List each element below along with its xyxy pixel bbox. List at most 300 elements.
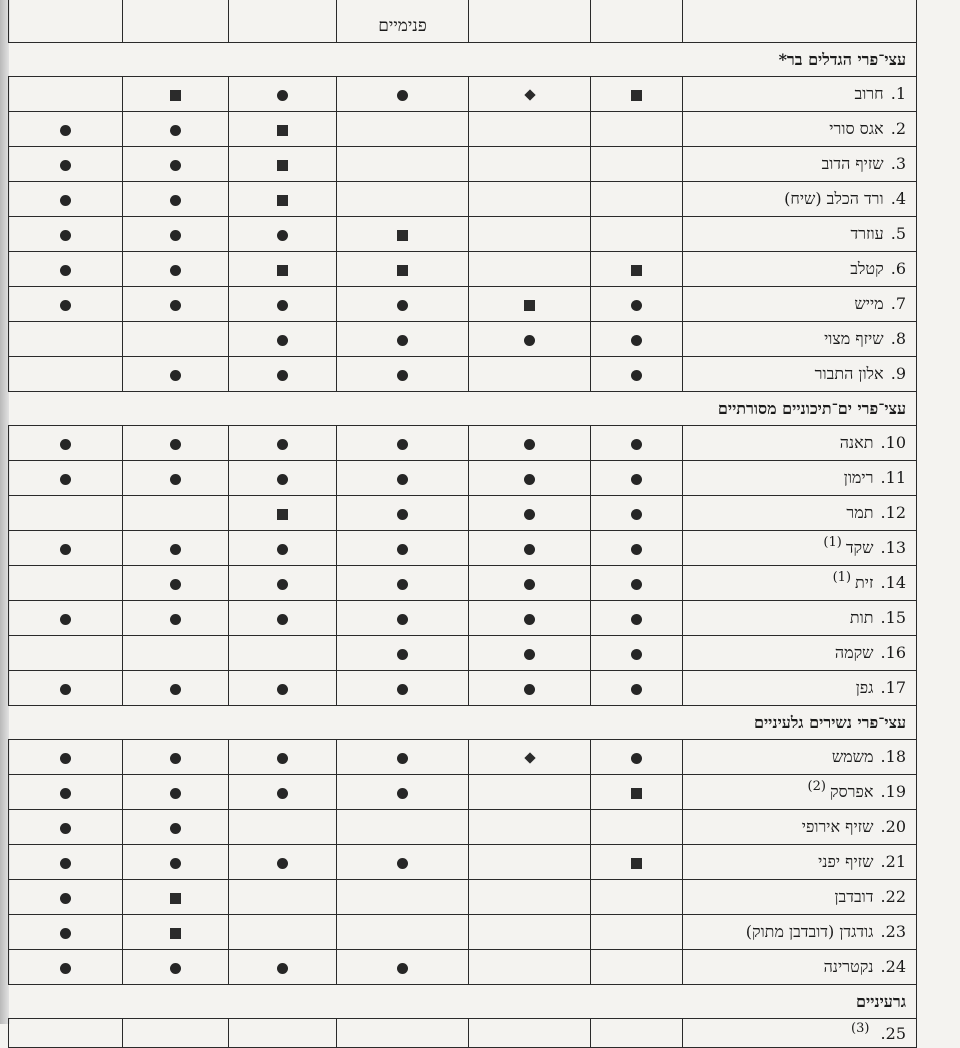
mark-cell <box>469 531 591 566</box>
dot-icon <box>170 579 181 590</box>
fruit-name: עוזרד <box>850 224 884 243</box>
table-row <box>9 671 917 706</box>
footnote-ref: (2) <box>807 779 826 794</box>
square-icon <box>631 858 642 869</box>
dot-icon <box>631 753 642 764</box>
mark-cell <box>591 357 683 392</box>
table-row <box>9 147 917 182</box>
mark-cell <box>337 810 469 845</box>
table-row <box>9 601 917 636</box>
dot-icon <box>277 230 288 241</box>
row-number: 3. <box>890 154 906 173</box>
mark-cell <box>337 77 469 112</box>
fruit-name-cell <box>683 775 917 810</box>
mark-cell <box>591 1019 683 1048</box>
mark-cell <box>591 601 683 636</box>
section-title: גרעיניים <box>9 985 917 1019</box>
dot-icon <box>524 439 535 450</box>
mark-cell <box>337 740 469 775</box>
fruit-name-cell <box>683 496 917 531</box>
square-icon <box>277 265 288 276</box>
fruit-name: שקד <box>845 538 874 557</box>
mark-cell <box>229 810 337 845</box>
mark-cell <box>9 357 123 392</box>
header-cell <box>683 0 917 43</box>
dot-icon <box>524 579 535 590</box>
mark-cell <box>337 845 469 880</box>
row-number: 24. <box>880 957 906 976</box>
row-number: 20. <box>880 817 906 836</box>
fruit-name-cell <box>683 112 917 147</box>
mark-cell <box>123 880 229 915</box>
dot-icon <box>524 544 535 555</box>
mark-cell <box>229 217 337 252</box>
row-number: 17. <box>880 678 906 697</box>
row-number: 18. <box>880 747 906 766</box>
table-row <box>9 496 917 531</box>
fruit-name-cell <box>683 1019 917 1048</box>
table-row <box>9 566 917 601</box>
mark-cell <box>229 461 337 496</box>
row-number: 12. <box>880 503 906 522</box>
mark-cell <box>9 915 123 950</box>
square-icon <box>170 928 181 939</box>
mark-cell <box>9 880 123 915</box>
row-number: 25. <box>880 1023 906 1043</box>
mark-cell <box>337 601 469 636</box>
section-row <box>9 392 917 426</box>
fruit-name: קטלב <box>850 259 884 278</box>
dot-icon <box>60 788 71 799</box>
square-icon <box>631 90 642 101</box>
mark-cell <box>9 636 123 671</box>
table-row <box>9 775 917 810</box>
square-icon <box>397 265 408 276</box>
table-row <box>9 357 917 392</box>
dot-icon <box>631 544 642 555</box>
mark-cell <box>337 357 469 392</box>
mark-cell <box>469 740 591 775</box>
mark-cell <box>469 217 591 252</box>
dot-icon <box>60 614 71 625</box>
mark-cell <box>123 182 229 217</box>
fruit-name-cell <box>683 147 917 182</box>
dot-icon <box>277 439 288 450</box>
mark-cell <box>591 147 683 182</box>
fruit-name-cell <box>683 77 917 112</box>
fruit-name-cell <box>683 461 917 496</box>
mark-cell <box>469 671 591 706</box>
mark-cell <box>337 182 469 217</box>
fruit-name-cell <box>683 950 917 985</box>
dot-icon <box>631 684 642 695</box>
fruit-name-cell <box>683 566 917 601</box>
mark-cell <box>337 217 469 252</box>
dot-icon <box>60 300 71 311</box>
mark-cell <box>469 77 591 112</box>
mark-cell <box>591 252 683 287</box>
dot-icon <box>170 265 181 276</box>
mark-cell <box>9 950 123 985</box>
mark-cell <box>591 950 683 985</box>
dot-icon <box>170 160 181 171</box>
dot-icon <box>60 230 71 241</box>
table-row <box>9 845 917 880</box>
mark-cell <box>591 915 683 950</box>
mark-cell <box>9 566 123 601</box>
mark-cell <box>9 112 123 147</box>
square-icon <box>170 893 181 904</box>
fruit-name: משמש <box>831 747 874 766</box>
fruit-name: תאנה <box>839 433 874 452</box>
mark-cell <box>469 496 591 531</box>
mark-cell <box>337 322 469 357</box>
fruit-name-cell <box>683 601 917 636</box>
mark-cell <box>591 182 683 217</box>
mark-cell <box>337 566 469 601</box>
dot-icon <box>60 928 71 939</box>
dot-icon <box>397 684 408 695</box>
fruit-name-cell <box>683 845 917 880</box>
row-number: 6. <box>890 259 906 278</box>
mark-cell <box>591 112 683 147</box>
header-cell <box>229 0 337 43</box>
mark-cell <box>229 182 337 217</box>
mark-cell <box>337 950 469 985</box>
mark-cell <box>229 531 337 566</box>
mark-cell <box>9 845 123 880</box>
mark-cell <box>591 845 683 880</box>
fruit-name: שזיף אירופי <box>801 817 874 836</box>
dot-icon <box>170 195 181 206</box>
table-row <box>9 636 917 671</box>
dot-icon <box>397 439 408 450</box>
diamond-icon <box>524 89 535 100</box>
mark-cell <box>123 566 229 601</box>
row-number: 22. <box>880 887 906 906</box>
mark-cell <box>123 217 229 252</box>
square-icon <box>631 788 642 799</box>
dot-icon <box>277 544 288 555</box>
fruit-name: תמר <box>846 503 874 522</box>
fruit-name: דובדבן <box>834 887 874 906</box>
mark-cell <box>123 845 229 880</box>
fruit-name: שיזף מצוי <box>824 329 884 348</box>
fruit-name: ורד הכלב (שיח) <box>784 189 884 208</box>
section-row <box>9 43 917 77</box>
square-icon <box>524 300 535 311</box>
table-row <box>9 426 917 461</box>
section-title: עצי־פרי נשירים גלעיניים <box>9 706 917 740</box>
mark-cell <box>123 112 229 147</box>
mark-cell <box>469 147 591 182</box>
dot-icon <box>170 125 181 136</box>
mark-cell <box>337 496 469 531</box>
mark-cell <box>469 112 591 147</box>
mark-cell <box>123 496 229 531</box>
mark-cell <box>337 112 469 147</box>
dot-icon <box>60 195 71 206</box>
mark-cell <box>229 880 337 915</box>
mark-cell <box>229 77 337 112</box>
table-row <box>9 287 917 322</box>
mark-cell <box>229 322 337 357</box>
mark-cell <box>123 810 229 845</box>
mark-cell <box>337 636 469 671</box>
mark-cell <box>229 636 337 671</box>
mark-cell <box>337 287 469 322</box>
mark-cell <box>123 775 229 810</box>
footnote-ref: (1) <box>832 570 852 585</box>
row-number: 15. <box>880 608 906 627</box>
mark-cell <box>469 810 591 845</box>
mark-cell <box>337 1019 469 1048</box>
dot-icon <box>277 335 288 346</box>
mark-cell <box>123 357 229 392</box>
fruit-name-cell <box>683 740 917 775</box>
dot-icon <box>397 335 408 346</box>
mark-cell <box>123 950 229 985</box>
table-row <box>9 810 917 845</box>
fruit-name: זית <box>855 573 874 592</box>
mark-cell <box>229 112 337 147</box>
mark-cell <box>337 252 469 287</box>
mark-cell <box>9 287 123 322</box>
dot-icon <box>524 649 535 660</box>
dot-icon <box>277 753 288 764</box>
mark-cell <box>469 775 591 810</box>
mark-cell <box>337 915 469 950</box>
dot-icon <box>60 823 71 834</box>
mark-cell <box>469 636 591 671</box>
fruit-name-cell <box>683 287 917 322</box>
dot-icon <box>397 963 408 974</box>
mark-cell <box>123 915 229 950</box>
dot-icon <box>277 684 288 695</box>
dot-icon <box>170 858 181 869</box>
mark-cell <box>9 775 123 810</box>
dot-icon <box>631 649 642 660</box>
mark-cell <box>9 496 123 531</box>
dot-icon <box>631 614 642 625</box>
row-number: 4. <box>890 189 906 208</box>
dot-icon <box>397 474 408 485</box>
row-number: 21. <box>880 852 906 871</box>
mark-cell <box>337 531 469 566</box>
row-number: 10. <box>880 433 906 452</box>
dot-icon <box>524 474 535 485</box>
mark-cell <box>591 531 683 566</box>
row-number: 2. <box>890 119 906 138</box>
mark-cell <box>591 810 683 845</box>
dot-icon <box>170 614 181 625</box>
dot-icon <box>60 474 71 485</box>
mark-cell <box>9 77 123 112</box>
mark-cell <box>229 740 337 775</box>
fruit-name: תות <box>849 608 874 627</box>
dot-icon <box>60 858 71 869</box>
dot-icon <box>277 858 288 869</box>
fruit-name: חרוב <box>854 84 884 103</box>
mark-cell <box>591 287 683 322</box>
dot-icon <box>60 439 71 450</box>
mark-cell <box>123 77 229 112</box>
mark-cell <box>469 915 591 950</box>
mark-cell <box>337 461 469 496</box>
dot-icon <box>170 684 181 695</box>
mark-cell <box>591 880 683 915</box>
fruit-name: אגס סורי <box>829 119 884 138</box>
mark-cell <box>229 357 337 392</box>
dot-icon <box>631 474 642 485</box>
dot-icon <box>170 788 181 799</box>
mark-cell <box>469 461 591 496</box>
row-number: 7. <box>890 294 906 313</box>
dot-icon <box>170 439 181 450</box>
mark-cell <box>337 880 469 915</box>
table-row <box>9 322 917 357</box>
fruit-name-cell <box>683 671 917 706</box>
fruit-name: רימון <box>843 468 874 487</box>
dot-icon <box>631 370 642 381</box>
mark-cell <box>229 1019 337 1048</box>
dot-icon <box>170 370 181 381</box>
mark-cell <box>337 775 469 810</box>
square-icon <box>170 90 181 101</box>
table-row <box>9 915 917 950</box>
mark-cell <box>123 671 229 706</box>
mark-cell <box>469 950 591 985</box>
fruit-name-cell <box>683 217 917 252</box>
mark-cell <box>9 461 123 496</box>
section-title: עצי־פרי הגדלים בר* <box>9 43 917 77</box>
mark-cell <box>123 287 229 322</box>
dot-icon <box>277 614 288 625</box>
mark-cell <box>9 1019 123 1048</box>
mark-cell <box>229 845 337 880</box>
table-row <box>9 182 917 217</box>
fruit-name-cell <box>683 531 917 566</box>
header-cell <box>9 0 123 43</box>
mark-cell <box>469 845 591 880</box>
mark-cell <box>591 461 683 496</box>
dot-icon <box>170 474 181 485</box>
dot-icon <box>170 230 181 241</box>
row-number: 13. <box>880 538 906 557</box>
row-number: 11. <box>880 468 906 487</box>
row-number: 9. <box>890 364 906 383</box>
square-icon <box>631 265 642 276</box>
dot-icon <box>60 265 71 276</box>
dot-icon <box>524 684 535 695</box>
table-row <box>9 740 917 775</box>
mark-cell <box>9 531 123 566</box>
header-cell <box>591 0 683 43</box>
square-icon <box>277 125 288 136</box>
header-row <box>9 0 917 43</box>
fruit-name: אפרסק <box>829 782 874 801</box>
mark-cell <box>469 182 591 217</box>
header-cell: פנימיים <box>337 0 469 43</box>
mark-cell <box>229 775 337 810</box>
fruit-name: נקטרינה <box>823 957 874 976</box>
fruit-name-cell <box>683 636 917 671</box>
dot-icon <box>397 90 408 101</box>
dot-icon <box>631 509 642 520</box>
mark-cell <box>123 636 229 671</box>
mark-cell <box>591 496 683 531</box>
fruit-trees-table <box>8 0 917 1048</box>
row-number: 8. <box>890 329 906 348</box>
row-number: 19. <box>880 782 906 801</box>
mark-cell <box>229 496 337 531</box>
mark-cell <box>591 426 683 461</box>
dot-icon <box>397 788 408 799</box>
square-icon <box>397 230 408 241</box>
mark-cell <box>337 671 469 706</box>
mark-cell <box>123 147 229 182</box>
dot-icon <box>277 788 288 799</box>
fruit-name-cell <box>683 182 917 217</box>
dot-icon <box>397 300 408 311</box>
fruit-name-cell <box>683 252 917 287</box>
dot-icon <box>397 579 408 590</box>
mark-cell <box>229 147 337 182</box>
dot-icon <box>60 684 71 695</box>
section-row <box>9 985 917 1019</box>
mark-cell <box>229 671 337 706</box>
dot-icon <box>170 963 181 974</box>
row-number: 1. <box>890 84 906 103</box>
dot-icon <box>397 544 408 555</box>
table-row <box>9 950 917 985</box>
row-number: 16. <box>880 643 906 662</box>
dot-icon <box>170 300 181 311</box>
mark-cell <box>9 217 123 252</box>
dot-icon <box>277 300 288 311</box>
mark-cell <box>591 217 683 252</box>
dot-icon <box>277 370 288 381</box>
dot-icon <box>60 753 71 764</box>
dot-icon <box>60 963 71 974</box>
footnote-ref: (3) <box>851 1020 870 1036</box>
fruit-name-cell <box>683 426 917 461</box>
fruit-name-cell <box>683 880 917 915</box>
mark-cell <box>469 601 591 636</box>
mark-cell <box>591 740 683 775</box>
table-row <box>9 880 917 915</box>
fruit-name-cell <box>683 810 917 845</box>
mark-cell <box>9 671 123 706</box>
mark-cell <box>123 461 229 496</box>
mark-cell <box>229 601 337 636</box>
table-row <box>9 112 917 147</box>
mark-cell <box>123 252 229 287</box>
mark-cell <box>591 77 683 112</box>
fruit-name: אלון התבור <box>814 364 884 383</box>
fruit-name: שזיף יפני <box>818 852 874 871</box>
mark-cell <box>9 426 123 461</box>
dot-icon <box>60 544 71 555</box>
mark-cell <box>469 322 591 357</box>
dot-icon <box>631 335 642 346</box>
header-cell <box>469 0 591 43</box>
mark-cell <box>123 426 229 461</box>
dot-icon <box>397 370 408 381</box>
mark-cell <box>469 426 591 461</box>
dot-icon <box>631 439 642 450</box>
mark-cell <box>9 252 123 287</box>
